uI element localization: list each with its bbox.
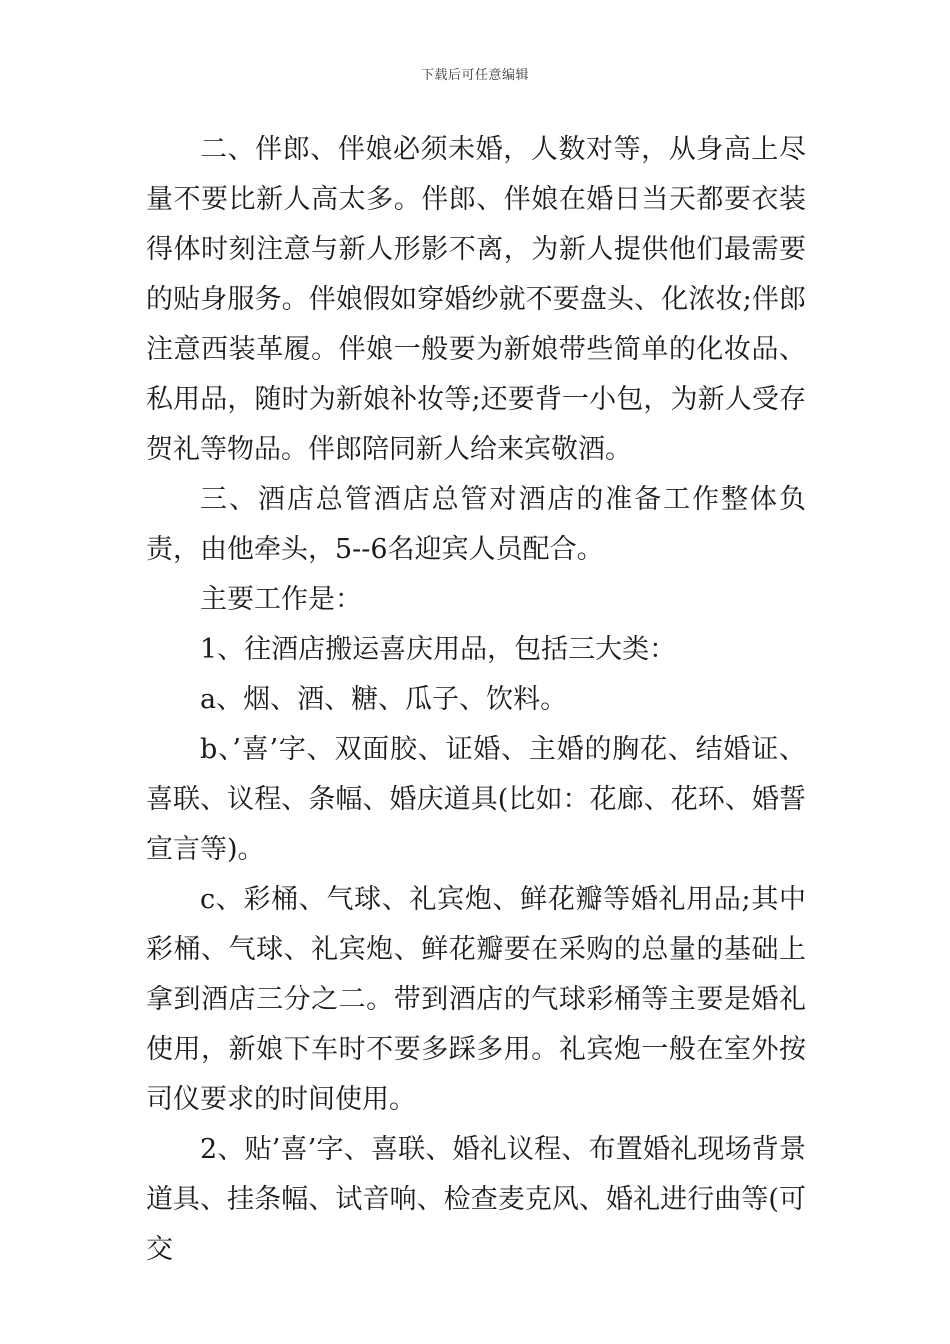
paragraph-item-c: c、彩桶、气球、礼宾炮、鲜花瓣等婚礼用品;其中彩桶、气球、礼宾炮、鲜花瓣要在采购的总量的基础上拿到酒店三分之二。带到酒店的气球彩桶等主要是婚礼使用，新娘下车时不要多踩多用。礼宾炮一般在室外按司仪要求的时间使用。 xyxy=(146,884,806,1115)
paragraph-task-1: 1、往酒店搬运喜庆用品，包括三大类： xyxy=(200,634,677,665)
paragraph-main-tasks-heading: 主要工作是： xyxy=(200,584,362,615)
page-header-note: 下载后可任意编辑 xyxy=(420,68,529,83)
paragraph-item-b: b、’喜’字、双面胶、证婚、主婚的胸花、结婚证、喜联、议程、条幅、婚庆道具(比如：花廊、花环、婚誓宣言等)。 xyxy=(146,734,806,865)
paragraph-groomsmen-bridesmaids: 二、伴郎、伴娘必须未婚，人数对等，从身高上尽量不要比新人高太多。伴郎、伴娘在婚日当天都要衣装得体时刻注意与新人形影不离，为新人提供他们最需要的贴身服务。伴娘假如穿婚纱就不要盘头、化浓妆;伴郎注意西装革履。伴娘一般要为新娘带些简单的化妆品、私用品，随时为新娘补妆等;还要背一小包，为新人受存贺礼等物品。伴郎陪同新人给来宾敬酒。 xyxy=(146,134,806,465)
paragraph-task-2: 2、贴’喜’字、喜联、婚礼议程、布置婚礼现场背景道具、挂条幅、试音响、检查麦克风、婚礼进行曲等(可交 xyxy=(146,1134,806,1265)
paragraph-hotel-manager: 三、酒店总管酒店总管对酒店的准备工作整体负责，由他牵头，5--6名迎宾人员配合。 xyxy=(146,484,806,565)
document-body xyxy=(146,125,806,1275)
paragraph-item-a: a、烟、酒、糖、瓜子、饮料。 xyxy=(200,684,568,715)
